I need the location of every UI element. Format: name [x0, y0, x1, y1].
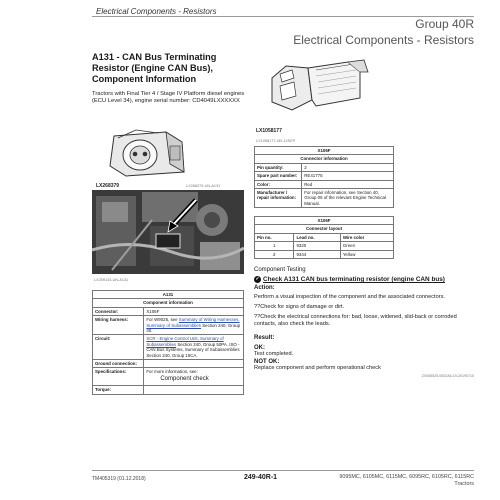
action-label: Action: [254, 285, 275, 292]
component-heading: A131 - CAN Bus Terminating Resistor (Engine CAN Bus), Component Information [92, 52, 217, 84]
reference-id: ZX055525,0002A6-19-20190715 [421, 374, 474, 379]
cell-lead: 9344 [294, 250, 340, 258]
wiring-harness-link[interactable]: Summary of Wiring Harnesses, Summary of Subassemblies [146, 317, 240, 328]
cell-lead: 9320 [294, 242, 340, 250]
connector-body-label: LX1058177 [256, 128, 282, 134]
component-check-link[interactable]: Component check [160, 375, 209, 382]
engine-location-photo [92, 190, 244, 274]
running-header: Electrical Components - Resistors [96, 7, 217, 16]
circuit-link[interactable]: SCR - Engine Control Unit, Summary of Subassemblies [146, 336, 224, 347]
connector-info-table-wrap [254, 146, 394, 208]
action-text-3: ??Check the electrical connections for: bad, loose, widened, slid-back or corroded contacts, also check the leads. [254, 314, 457, 328]
connector-face-label: LX268379 [96, 183, 120, 189]
cell-color: Green [340, 242, 393, 250]
row-value [144, 368, 244, 386]
test-step-title[interactable] [254, 276, 474, 284]
row-value: RE41775 [302, 172, 394, 180]
row-value-text: For W9025, see [146, 317, 179, 323]
ok-text: Test completed. [254, 351, 294, 358]
row-value: X106F [144, 307, 244, 315]
section-title: Electrical Components - Resistors [293, 33, 474, 47]
row-value-suffix: Section 240, Group 40. [146, 322, 241, 334]
row-value-text: For more information, see: [146, 369, 198, 375]
connector-layout-subtitle: Connector layout [255, 225, 394, 233]
row-value [144, 316, 244, 335]
row-key: Torque: [93, 386, 144, 394]
table-row [93, 335, 244, 360]
table-header-row [255, 233, 394, 241]
row-key: Pin quantity: [255, 163, 302, 171]
component-info-table [92, 290, 244, 395]
footer-rule [92, 470, 474, 471]
action-text-1: Perform a visual inspection of the component and the associated connectors. [254, 294, 445, 301]
left-column [92, 52, 248, 106]
action-text-2: ??Check for signs of damage or dirt. [254, 304, 345, 311]
column-header: Lead no. [294, 233, 340, 241]
row-key: Circuit: [93, 335, 144, 360]
check-icon: ✓ [255, 276, 260, 282]
row-key: Color: [255, 180, 302, 188]
row-key: Ground connection: [93, 360, 144, 368]
cell-color: Yellow [340, 250, 393, 258]
notok-label: NOT OK: [254, 359, 280, 366]
connector-body-caption: LX1058177-UN-14SEP [256, 139, 296, 143]
column-header: Wire color [340, 233, 393, 241]
cell-pin: 1 [255, 242, 294, 250]
table-row [255, 189, 394, 208]
component-testing [254, 262, 474, 378]
engine-location-caption: LX259143-UN-A131 [94, 278, 129, 282]
table-row [93, 360, 244, 368]
connector-layout-table-wrap [254, 216, 394, 259]
row-key: Spare part number: [255, 172, 302, 180]
row-key: Specifications: [93, 368, 144, 386]
connector-layout-table [254, 216, 394, 259]
table-row [255, 242, 394, 250]
row-value: For repair information, see Section 40, Group 05 of the relevant Engine Technical Manual. [302, 189, 394, 208]
row-value: Red [302, 180, 394, 188]
component-info-title: A131 [93, 291, 244, 299]
connector-face-caption: LX268379-UN-A131 [186, 184, 221, 188]
group-title: Group 40R [415, 17, 474, 31]
connector-layout-title: X106F [255, 217, 394, 225]
component-info-table-wrap [92, 290, 244, 395]
table-row [93, 386, 244, 394]
row-value-suffix: Section 240, Group 50PA. ISO - CAN Bus Systems, Summary of Subassemblies Section 240, Group 15CA. [146, 341, 240, 358]
footer-models-line: 9095MC, 6105MC, 6115MC, 6095RC, 6105RC, 6115RC [339, 474, 474, 480]
row-value [144, 360, 244, 368]
row-value [144, 386, 244, 394]
component-testing-label: Component Testing [254, 267, 306, 273]
footer-models [339, 474, 474, 487]
connector-info-title: X106F [255, 147, 394, 155]
footer-doc-id: TM405319 (01.12.2018) [92, 476, 146, 482]
notok-text: Replace component and perform operational check [254, 365, 381, 372]
table-row [93, 368, 244, 386]
row-value: 2 [302, 163, 394, 171]
test-step-text: Check A131 CAN bus terminating resistor (engine CAN bus) [263, 276, 445, 284]
ok-label: OK: [254, 345, 265, 352]
page-number: 249-40R-1 [244, 474, 278, 481]
footer-product-line: Tractors [454, 480, 474, 487]
row-key: Manufacturer / repair information: [255, 189, 302, 208]
connector-face-figure [96, 128, 216, 180]
intro-text: Tractors with Final Tier 4 / Stage IV Platform diesel engines (ECU Level 34), engine serial number: CD4049LXXXXXX [92, 91, 245, 105]
table-row [93, 307, 244, 315]
row-value [144, 335, 244, 360]
connector-body-figure [256, 52, 376, 118]
table-row [255, 250, 394, 258]
table-row [255, 163, 394, 171]
result-label: Result: [254, 335, 275, 342]
column-header: Pin no. [255, 233, 294, 241]
row-key: Connector: [93, 307, 144, 315]
connector-info-table [254, 146, 394, 208]
connector-info-subtitle: Connector information [255, 155, 394, 163]
table-row [93, 316, 244, 335]
table-row [255, 180, 394, 188]
row-key: Wiring harness: [93, 316, 144, 335]
component-info-subtitle: Component information [93, 299, 244, 307]
table-row [255, 172, 394, 180]
cell-pin: 2 [255, 250, 294, 258]
